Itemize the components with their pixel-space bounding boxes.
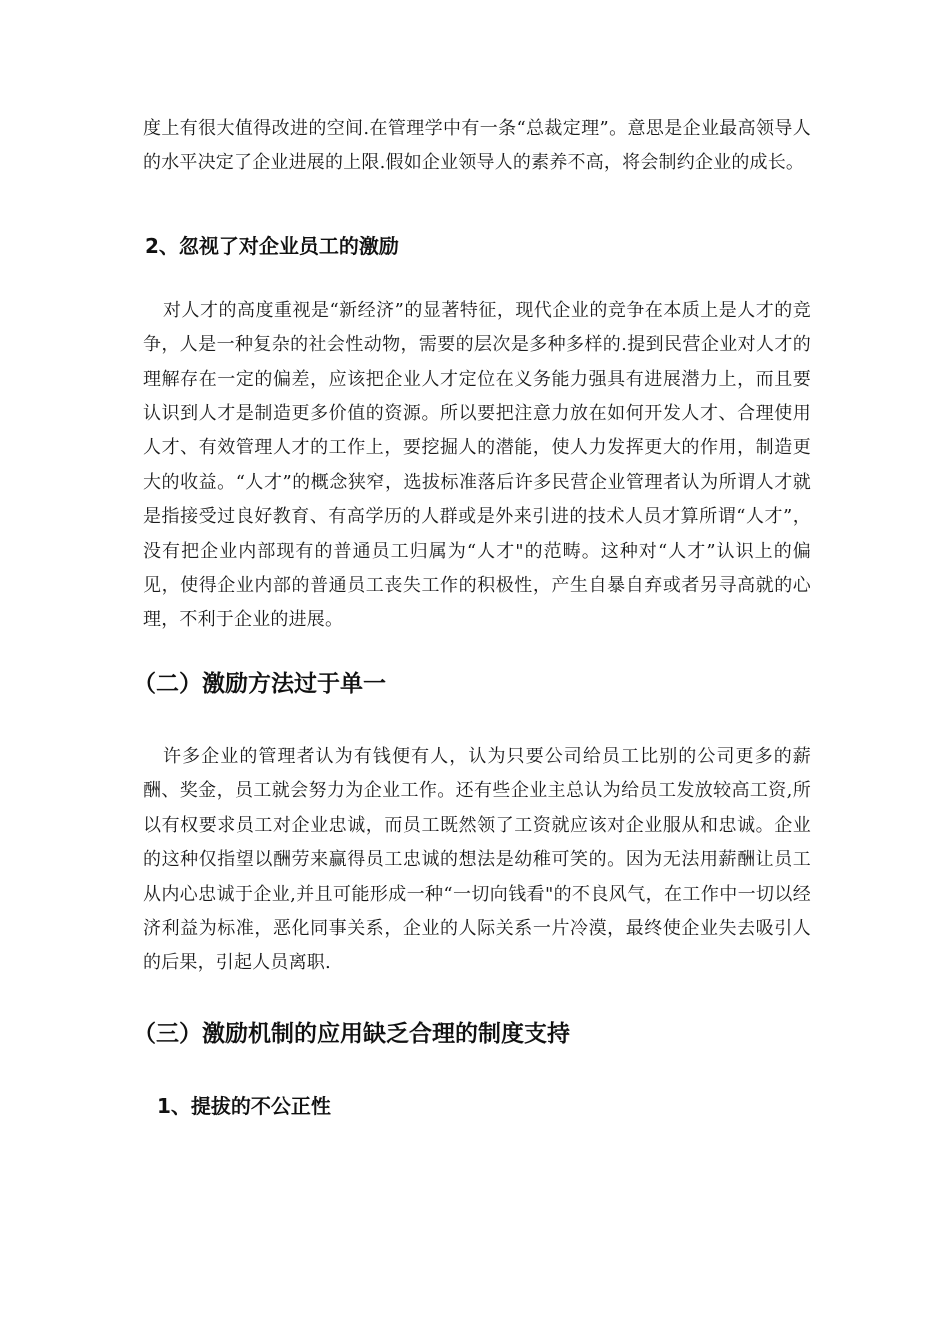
heading-lack-system-support: （三）激励机制的应用缺乏合理的制度支持: [133, 1020, 570, 1047]
paragraph-leader-quality: 度上有很大值得改进的空间.在管理学中有一条“总裁定理”。意思是企业最高领导人的水平决定了企业进展的上限.假如企业领导人的素养不高，将会制约企业的成长。: [143, 118, 811, 174]
document-page: [133, 112, 811, 1121]
heading-unfair-promotion: 1、提拔的不公正性: [157, 1093, 331, 1118]
heading-ignore-motivation: 2、忽视了对企业员工的激励: [145, 233, 399, 258]
heading-single-incentive: （二）激励方法过于单一: [133, 670, 386, 697]
paragraph-salary-loyalty: 许多企业的管理者认为有钱便有人，认为只要公司给员工比别的公司更多的薪酬、奖金，员工就会努力为企业工作。还有些企业主总认为给员工发放较高工资,所以有权要求员工对企业忠诚，而员工既然领了工资就应该对企业服从和忠诚。企业的这种仅指望以酬劳来赢得员工忠诚的想法是幼稚可笑的。因为无法用薪酬让员工从内心忠诚于企业,并且可能形成一种“一切向钱看"的不良风气，在工作中一切以经济利益为标准，恶化同事关系，企业的人际关系一片冷漠，最终使企业失去吸引人的后果，引起人员离职.: [143, 745, 811, 974]
paragraph-talent: 对人才的高度重视是“新经济”的显著特征，现代企业的竞争在本质上是人才的竞争，人是一种复杂的社会性动物，需要的层次是多种多样的.提到民营企业对人才的理解存在一定的偏差，应该把企业人才定位在义务能力强具有进展潜力上，而且要认识到人才是制造更多价值的资源。所以要把注意力放在如何开发人才、合理使用人才、有效管理人才的工作上，要挖掘人的潜能，使人力发挥更大的作用，制造更大的收益。“人才”的概念狭窄，选拔标准落后许多民营企业管理者认为所谓人才就是指接受过良好教育、有高学历的人群或是外来引进的技术人员才算所谓“人才”，没有把企业内部现有的普通员工归属为“人才"的范畴。这种对“人才”认识上的偏见，使得企业内部的普通员工丧失工作的积极性，产生自暴自弃或者另寻高就的心理，不利于企业的进展。: [143, 299, 811, 631]
